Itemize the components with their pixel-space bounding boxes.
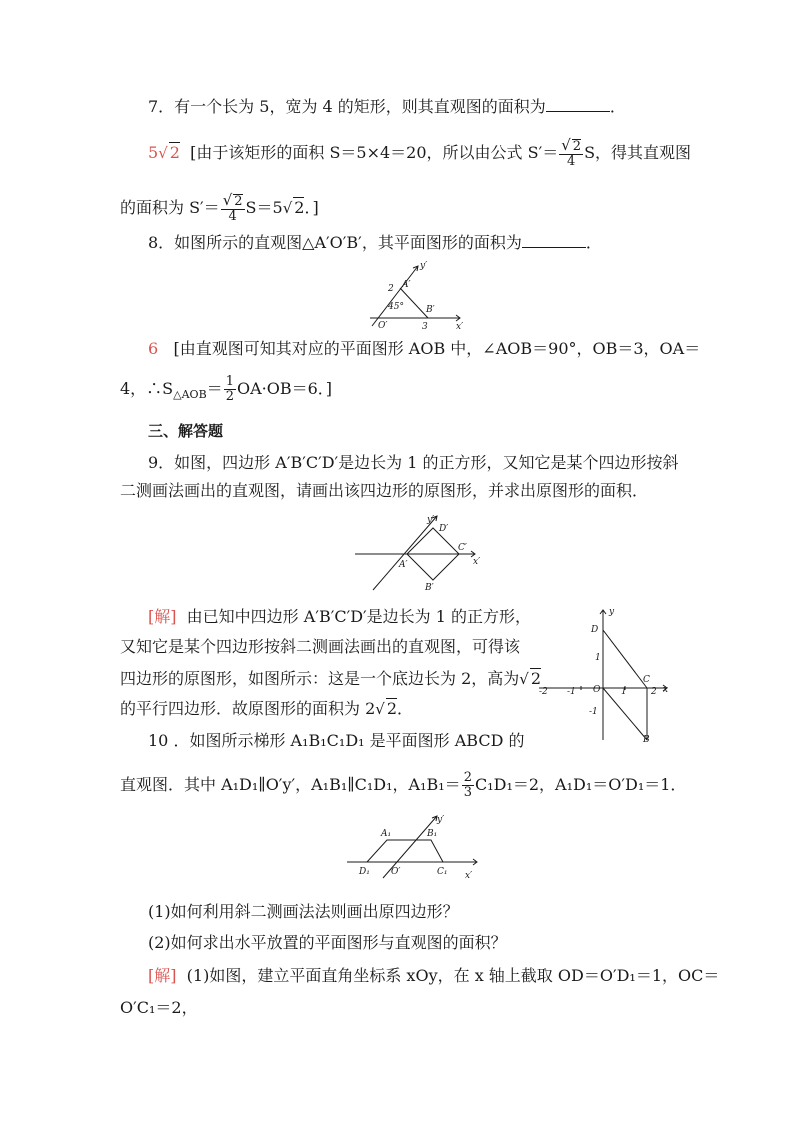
label-x: x′ xyxy=(465,871,473,881)
section-heading: 三、解答题 xyxy=(148,422,224,440)
q9-sol1: 由已知中四边形 A′B′C′D′是边长为 1 的正方形， xyxy=(186,607,532,626)
q9-solution-figure xyxy=(537,604,675,744)
q10-sol1: (1)如图，建立平面直角坐标系 xOy，在 x 轴上截取 OD＝O′D₁＝1，OC＝ xyxy=(186,966,720,985)
q10-figure xyxy=(345,812,485,884)
q7-answer xyxy=(148,143,180,162)
q10-frac xyxy=(462,771,474,800)
q9-sol3-rad: 2 xyxy=(530,669,542,688)
label-y: y′ xyxy=(437,815,445,825)
frac-den: 4 xyxy=(228,209,237,224)
segment-dc xyxy=(603,630,647,688)
q9-sol2: 又知它是某个四边形按斜二测画法画出的直观图，可得该 xyxy=(120,637,521,656)
label-b: B′ xyxy=(426,305,435,315)
q8-text: 8．如图所示的直观图△A′O′B′，其平面图形的面积为 xyxy=(148,233,522,252)
label-d: D′ xyxy=(439,524,449,534)
label-c: C xyxy=(643,675,650,685)
label-y: y′ xyxy=(420,261,428,271)
q9-sol4-rad: 2 xyxy=(386,699,398,718)
sqrt-sign: √ xyxy=(519,670,529,688)
frac-num: 2 xyxy=(463,770,472,785)
q9-sol3-a: 四边形的原图形，如图所示：这是一个底边长为 2，高为 xyxy=(120,669,520,688)
label-y1: 1 xyxy=(595,653,601,663)
label-a: A′ xyxy=(402,280,411,290)
label-x2: 2 xyxy=(651,687,657,697)
q8-line2-a: 4，∴S xyxy=(120,379,174,398)
q8-line2-c: OA·OB＝6．] xyxy=(236,379,333,398)
label-d: D xyxy=(591,625,599,635)
label-o: O′ xyxy=(378,321,388,331)
q10-line2-a: 直观图．其中 A₁D₁∥O′y′，A₁B₁∥C₁D₁，A₁B₁＝ xyxy=(120,775,461,794)
q8-line2-sub: △AOB xyxy=(173,388,207,402)
q7-text: 7．有一个长为 5，宽为 4 的矩形，则其直观图的面积为 xyxy=(148,97,546,116)
sqrt-sign: √ xyxy=(158,144,168,162)
label-x: x′ xyxy=(473,557,481,567)
q10-line2 xyxy=(120,771,686,800)
q8-frac xyxy=(224,375,236,404)
q9-sol4 xyxy=(120,698,413,719)
label-xneg1: -1 xyxy=(567,687,576,697)
q7-explanation xyxy=(148,138,691,169)
frac-num-rad: 2 xyxy=(234,194,243,209)
label-c: C′ xyxy=(458,543,467,553)
q8-explanation-line2 xyxy=(120,375,332,405)
label-xneg2: -2 xyxy=(539,687,548,697)
label-d1: D₁ xyxy=(359,867,370,877)
q7-end: ． xyxy=(609,97,626,116)
label-o: O′ xyxy=(391,867,401,877)
sqrt-sign: √ xyxy=(282,199,293,217)
q7-line2-c: ．] xyxy=(304,198,319,217)
label-angle: 45° xyxy=(388,302,404,312)
q10-solution-line1 xyxy=(148,966,719,986)
q8-end: ． xyxy=(585,233,602,252)
q10-sub2: (2)如何求出水平放置的平面图形与直观图的面积？ xyxy=(148,933,507,952)
frac-den: 4 xyxy=(567,154,576,169)
q10-sub1: (1)如何利用斜二测画法法则画出原四边形？ xyxy=(148,902,459,921)
q7-line2-rad: 2 xyxy=(294,198,305,217)
q9-figure xyxy=(355,512,485,594)
label-3: 3 xyxy=(422,322,428,332)
q7-answer-rad: 2 xyxy=(169,143,180,162)
q8-line2-b: ＝ xyxy=(206,379,223,398)
q9-solution-tag: [解] xyxy=(148,607,177,626)
q9-solution-line1 xyxy=(148,607,531,627)
q7-exp-a: [由于该矩形的面积 S＝5×4＝20，所以由公式 S′＝ xyxy=(190,143,559,162)
q9-sol4-b: ． xyxy=(397,699,414,718)
q10-solution-tag: [解] xyxy=(148,966,177,985)
label-a1: A₁ xyxy=(381,829,392,839)
sqrt-sign: √ xyxy=(375,700,385,718)
label-b1: B₁ xyxy=(427,829,438,839)
label-b: B′ xyxy=(425,583,434,593)
label-o: O xyxy=(593,685,601,695)
q8-figure xyxy=(360,258,470,330)
q9-sol3 xyxy=(120,668,541,689)
y-axis xyxy=(373,516,437,590)
q9-line1: 9．如图，四边形 A′B′C′D′是边长为 1 的正方形，又知它是某个四边形按斜 xyxy=(148,453,679,472)
q8-explanation xyxy=(148,339,700,359)
q8-question xyxy=(148,233,602,253)
label-x: x′ xyxy=(456,322,464,332)
label-x: x xyxy=(663,685,669,695)
q7-answer-coef: 5 xyxy=(148,143,159,162)
q9-sol4-a: 的平行四边形．故原图形的面积为 2 xyxy=(120,699,376,718)
q7-question xyxy=(148,97,626,117)
q7-explanation-line2 xyxy=(120,193,319,224)
label-x1: 1 xyxy=(621,687,627,697)
q7-exp-b: S，得其直观图 xyxy=(584,143,692,162)
q8-answer: 6 xyxy=(148,339,159,358)
y-axis xyxy=(372,266,418,326)
q8-exp-a: [由直观图可知其对应的平面图形 AOB 中，∠AOB＝90°，OB＝3，OA＝ xyxy=(173,339,701,358)
frac-num: √ 2 xyxy=(222,191,243,209)
q7-frac xyxy=(559,138,583,169)
q10-sol2: O′C₁＝2， xyxy=(120,998,198,1017)
q7-line2-a: 的面积为 S′＝ xyxy=(120,198,220,217)
segment-ab xyxy=(400,288,428,318)
label-y: y xyxy=(609,607,615,617)
label-2: 2 xyxy=(388,284,394,294)
label-b: B xyxy=(643,735,650,745)
frac-den: 2 xyxy=(225,389,234,404)
q7-frac-2 xyxy=(221,193,245,224)
label-a: A′ xyxy=(399,560,408,570)
frac-num: 1 xyxy=(225,374,234,389)
label-yneg1: -1 xyxy=(589,707,598,717)
q7-line2-b: S＝5 xyxy=(245,198,283,217)
trapezoid xyxy=(367,840,443,862)
frac-num-rad: 2 xyxy=(572,139,582,154)
q9-line2: 二测画法画出的直观图，请画出该四边形的原图形，并求出原图形的面积． xyxy=(120,481,649,500)
q7-blank xyxy=(546,97,610,112)
q10-line1: 10 ．如图所示梯形 A₁B₁C₁D₁ 是平面图形 ABCD 的 xyxy=(148,731,525,750)
label-y: y′ xyxy=(427,515,435,525)
q8-blank xyxy=(522,233,586,248)
frac-den: 3 xyxy=(463,785,472,800)
q10-line2-b: C₁D₁＝2，A₁D₁＝O′D₁＝1． xyxy=(474,775,687,794)
frac-num: √ 2 xyxy=(561,136,582,154)
label-c1: C₁ xyxy=(437,867,448,877)
